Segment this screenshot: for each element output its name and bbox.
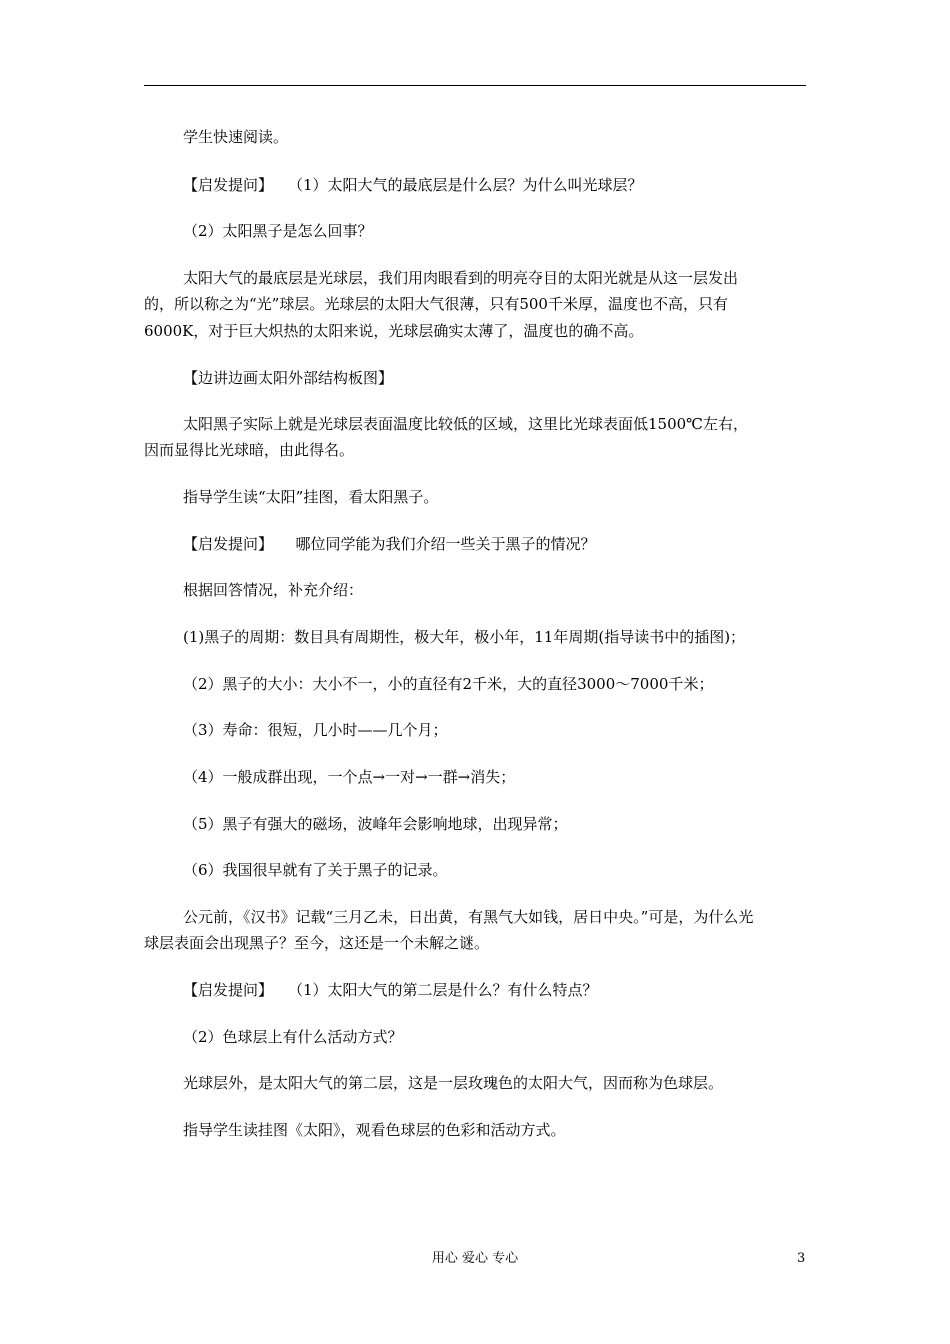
text-line: 太阳黑子实际上就是光球层表面温度比较低的区域，这里比光球表面低1500℃左右，	[183, 415, 748, 433]
text-line: 学生快速阅读。	[183, 128, 289, 146]
page-number: 3	[797, 1251, 806, 1266]
text-line: 公元前，《汉书》记载“三月乙未，日出黄，有黑气大如钱，居日中央。”可是，为什么光	[183, 908, 754, 926]
text-line: （2）色球层上有什么活动方式？	[183, 1028, 403, 1046]
text-line: （2）黑子的大小：大小不一，小的直径有2千米，大的直径3000～7000千米；	[183, 675, 714, 693]
text-line: 【启发提问】 （1）太阳大气的第二层是什么？有什么特点？	[183, 981, 598, 999]
text-line: 6000K，对于巨大炽热的太阳来说，光球层确实太薄了，温度也的确不高。	[144, 322, 644, 340]
text-line: 指导学生读“太阳”挂图，看太阳黑子。	[183, 488, 439, 506]
text-line: (1)黑子的周期：数目具有周期性，极大年，极小年，11年周期(指导读书中的插图)；	[183, 628, 746, 646]
text-line: （4）一般成群出现，一个点→一对→一群→消失；	[183, 768, 516, 786]
text-line: 的，所以称之为“光”球层。光球层的太阳大气很薄，只有500千米厚，温度也不高，只有	[144, 295, 728, 313]
text-line: （6）我国很早就有了关于黑子的记录。	[183, 861, 448, 879]
text-line: 指导学生读挂图《太阳》，观看色球层的色彩和活动方式。	[183, 1121, 566, 1139]
text-line: （3）寿命：很短，几小时——几个月；	[183, 721, 448, 739]
text-line: 根据回答情况，补充介绍：	[183, 581, 364, 599]
text-line: 【边讲边画太阳外部结构板图】	[183, 369, 394, 387]
text-line: （5）黑子有强大的磁场，波峰年会影响地球，出现异常；	[183, 815, 568, 833]
header-rule	[144, 85, 806, 86]
text-line: 【启发提问】 （1）太阳大气的最底层是什么层？为什么叫光球层？	[183, 176, 643, 194]
text-line: 因而显得比光球暗，由此得名。	[144, 441, 355, 459]
text-line: 球层表面会出现黑子？至今，这还是一个未解之谜。	[144, 934, 490, 952]
text-line: 【启发提问】 哪位同学能为我们介绍一些关于黑子的情况？	[183, 535, 596, 553]
text-line: 光球层外，是太阳大气的第二层，这是一层玫瑰色的太阳大气，因而称为色球层。	[183, 1074, 724, 1092]
text-line: （2）太阳黑子是怎么回事？	[183, 222, 373, 240]
text-line: 太阳大气的最底层是光球层，我们用肉眼看到的明亮夺目的太阳光就是从这一层发出	[183, 269, 739, 287]
footer-text: 用心 爱心 专心	[431, 1251, 519, 1266]
